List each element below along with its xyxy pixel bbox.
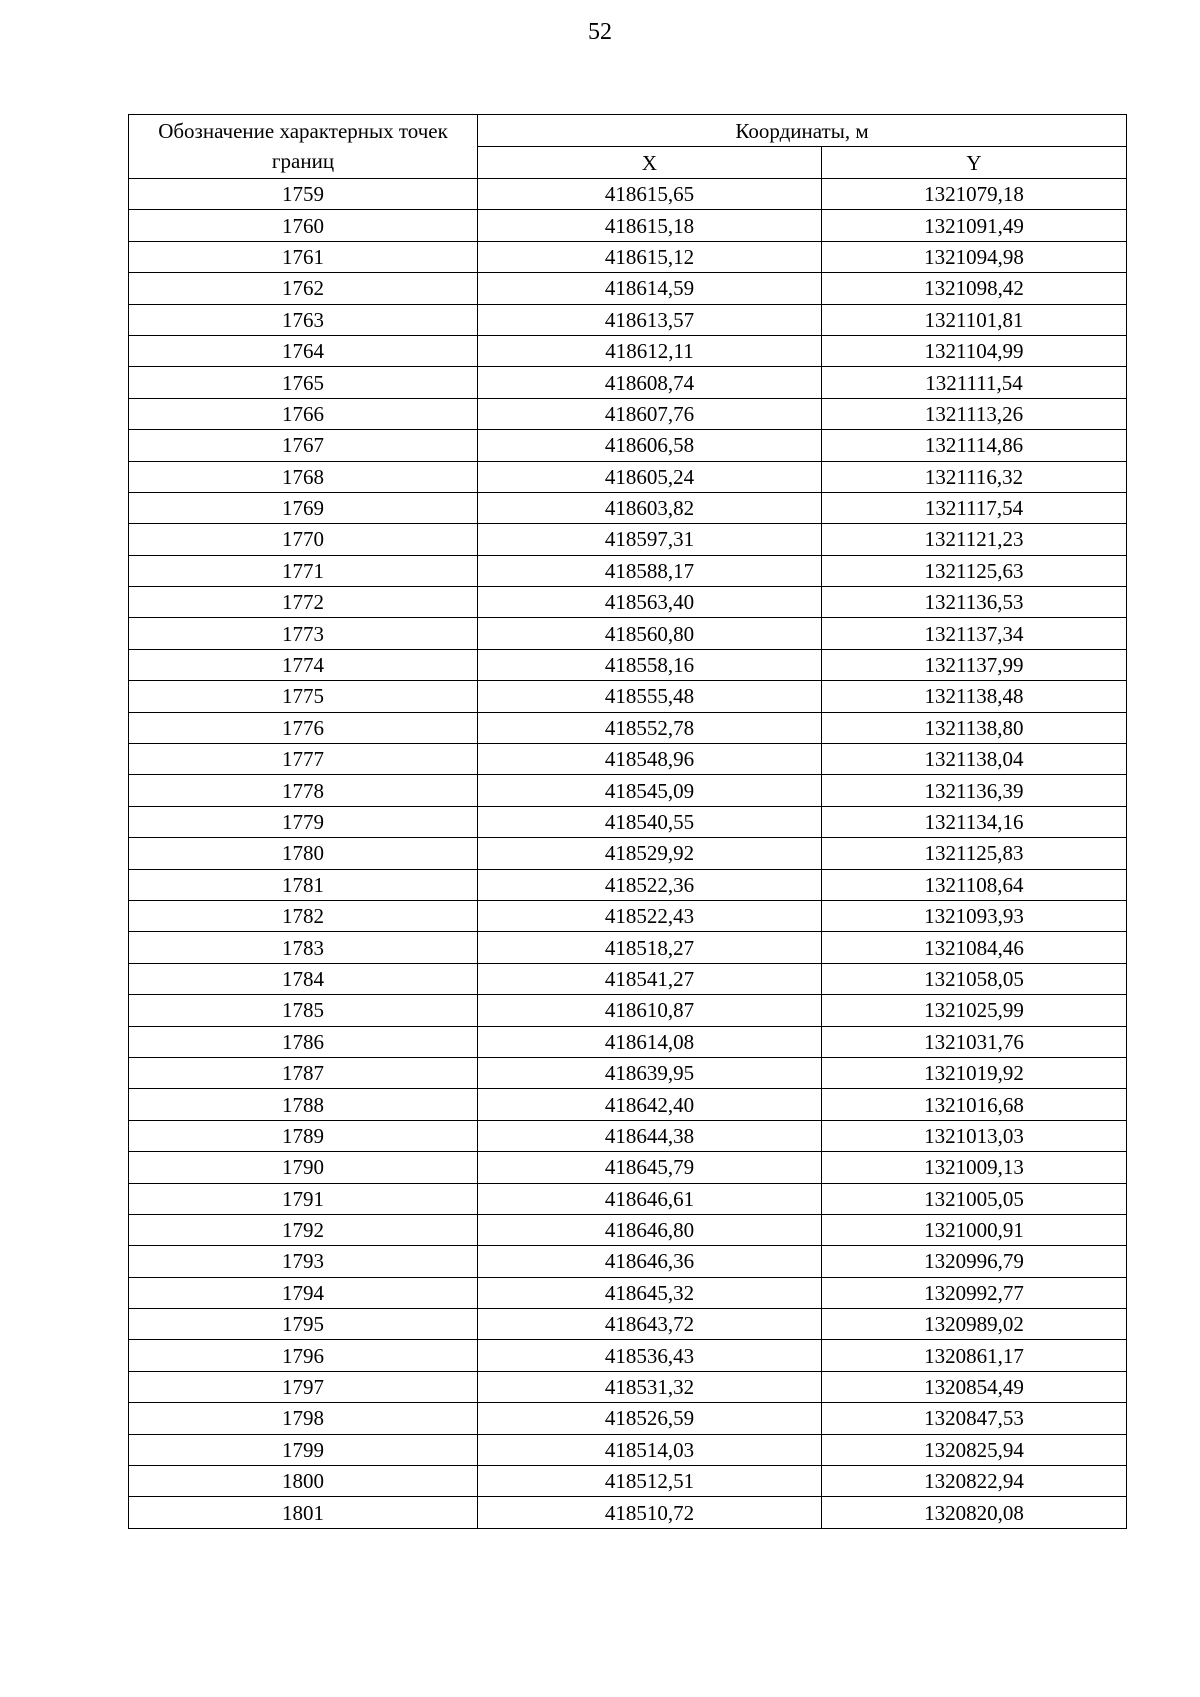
x-coordinate-cell: 418541,27	[478, 963, 822, 994]
point-id-cell: 1788	[129, 1089, 478, 1120]
point-id-cell: 1768	[129, 461, 478, 492]
y-coordinate-cell: 1321013,03	[822, 1120, 1127, 1151]
point-id-cell: 1766	[129, 398, 478, 429]
x-coordinate-cell: 418642,40	[478, 1089, 822, 1120]
point-id-cell: 1794	[129, 1277, 478, 1308]
x-coordinate-cell: 418646,36	[478, 1246, 822, 1277]
table-row	[129, 398, 1127, 429]
y-coordinate-cell: 1321019,92	[822, 1057, 1127, 1088]
x-coordinate-cell: 418597,31	[478, 524, 822, 555]
table-row	[129, 900, 1127, 931]
y-coordinate-cell: 1321031,76	[822, 1026, 1127, 1057]
x-coordinate-cell: 418606,58	[478, 430, 822, 461]
page-number: 52	[588, 19, 612, 45]
y-coordinate-cell: 1321138,04	[822, 744, 1127, 775]
table-row	[129, 649, 1127, 680]
x-coordinate-cell: 418558,16	[478, 649, 822, 680]
y-coordinate-cell: 1320861,17	[822, 1340, 1127, 1371]
y-coordinate-cell: 1321104,99	[822, 335, 1127, 366]
x-coordinate-cell: 418522,43	[478, 900, 822, 931]
point-id-cell: 1765	[129, 367, 478, 398]
table-header	[129, 115, 1127, 179]
x-header: X	[478, 147, 822, 179]
point-id-cell: 1770	[129, 524, 478, 555]
x-coordinate-cell: 418545,09	[478, 775, 822, 806]
y-coordinate-cell: 1321025,99	[822, 995, 1127, 1026]
y-coordinate-cell: 1321116,32	[822, 461, 1127, 492]
y-coordinate-cell: 1321101,81	[822, 304, 1127, 335]
table-row	[129, 1183, 1127, 1214]
table-row	[129, 1434, 1127, 1465]
y-coordinate-cell: 1321136,39	[822, 775, 1127, 806]
y-coordinate-cell: 1320822,94	[822, 1466, 1127, 1497]
y-coordinate-cell: 1321094,98	[822, 241, 1127, 272]
x-coordinate-cell: 418646,61	[478, 1183, 822, 1214]
point-id-cell: 1761	[129, 241, 478, 272]
point-id-cell: 1767	[129, 430, 478, 461]
y-coordinate-cell: 1321111,54	[822, 367, 1127, 398]
point-id-cell: 1785	[129, 995, 478, 1026]
y-coordinate-cell: 1321137,34	[822, 618, 1127, 649]
x-coordinate-cell: 418518,27	[478, 932, 822, 963]
x-coordinate-cell: 418563,40	[478, 587, 822, 618]
point-id-cell: 1796	[129, 1340, 478, 1371]
x-coordinate-cell: 418645,79	[478, 1152, 822, 1183]
table-row	[129, 210, 1127, 241]
table-row	[129, 1120, 1127, 1151]
table-row	[129, 869, 1127, 900]
x-coordinate-cell: 418615,18	[478, 210, 822, 241]
y-coordinate-cell: 1320996,79	[822, 1246, 1127, 1277]
y-coordinate-cell: 1321137,99	[822, 649, 1127, 680]
y-coordinate-cell: 1321125,63	[822, 555, 1127, 586]
point-id-cell: 1762	[129, 273, 478, 304]
point-id-cell: 1801	[129, 1497, 478, 1528]
x-coordinate-cell: 418529,92	[478, 838, 822, 869]
point-id-cell: 1771	[129, 555, 478, 586]
table-row	[129, 681, 1127, 712]
x-coordinate-cell: 418552,78	[478, 712, 822, 743]
table-row	[129, 1497, 1127, 1528]
x-coordinate-cell: 418514,03	[478, 1434, 822, 1465]
table-row	[129, 1403, 1127, 1434]
coordinates-table	[128, 114, 1127, 1529]
table-row	[129, 1340, 1127, 1371]
point-id-cell: 1790	[129, 1152, 478, 1183]
x-coordinate-cell: 418607,76	[478, 398, 822, 429]
x-coordinate-cell: 418605,24	[478, 461, 822, 492]
x-coordinate-cell: 418603,82	[478, 492, 822, 523]
point-id-cell: 1789	[129, 1120, 478, 1151]
point-id-cell: 1782	[129, 900, 478, 931]
point-id-cell: 1784	[129, 963, 478, 994]
point-id-cell: 1769	[129, 492, 478, 523]
y-coordinate-cell: 1320847,53	[822, 1403, 1127, 1434]
x-coordinate-cell: 418615,65	[478, 179, 822, 210]
x-coordinate-cell: 418615,12	[478, 241, 822, 272]
table-row	[129, 273, 1127, 304]
y-coordinate-cell: 1321009,13	[822, 1152, 1127, 1183]
table-row	[129, 179, 1127, 210]
y-coordinate-cell: 1321134,16	[822, 806, 1127, 837]
table-row	[129, 775, 1127, 806]
x-coordinate-cell: 418643,72	[478, 1309, 822, 1340]
point-id-cell: 1799	[129, 1434, 478, 1465]
table-row	[129, 1371, 1127, 1402]
point-id-cell: 1781	[129, 869, 478, 900]
x-coordinate-cell: 418613,57	[478, 304, 822, 335]
table-row	[129, 304, 1127, 335]
y-coordinate-cell: 1321079,18	[822, 179, 1127, 210]
point-id-cell: 1779	[129, 806, 478, 837]
y-coordinate-cell: 1321058,05	[822, 963, 1127, 994]
point-id-cell: 1798	[129, 1403, 478, 1434]
point-id-cell: 1774	[129, 649, 478, 680]
table-row	[129, 712, 1127, 743]
point-id-cell: 1791	[129, 1183, 478, 1214]
table-row	[129, 1309, 1127, 1340]
x-coordinate-cell: 418588,17	[478, 555, 822, 586]
point-id-cell: 1778	[129, 775, 478, 806]
table-row	[129, 555, 1127, 586]
y-coordinate-cell: 1320825,94	[822, 1434, 1127, 1465]
table-row	[129, 1089, 1127, 1120]
table-row	[129, 1152, 1127, 1183]
table-row	[129, 744, 1127, 775]
y-coordinate-cell: 1321121,23	[822, 524, 1127, 555]
x-coordinate-cell: 418531,32	[478, 1371, 822, 1402]
y-coordinate-cell: 1321114,86	[822, 430, 1127, 461]
x-coordinate-cell: 418608,74	[478, 367, 822, 398]
header-row-1	[129, 115, 1127, 147]
x-coordinate-cell: 418555,48	[478, 681, 822, 712]
table-row	[129, 461, 1127, 492]
table-row	[129, 587, 1127, 618]
table-row	[129, 524, 1127, 555]
point-id-cell: 1792	[129, 1214, 478, 1245]
y-coordinate-cell: 1321108,64	[822, 869, 1127, 900]
x-coordinate-cell: 418610,87	[478, 995, 822, 1026]
y-coordinate-cell: 1321005,05	[822, 1183, 1127, 1214]
x-coordinate-cell: 418614,59	[478, 273, 822, 304]
table-row	[129, 430, 1127, 461]
y-coordinate-cell: 1321084,46	[822, 932, 1127, 963]
y-coordinate-cell: 1320989,02	[822, 1309, 1127, 1340]
table-row	[129, 1466, 1127, 1497]
x-coordinate-cell: 418540,55	[478, 806, 822, 837]
point-id-cell: 1786	[129, 1026, 478, 1057]
y-coordinate-cell: 1321136,53	[822, 587, 1127, 618]
y-coordinate-cell: 1320992,77	[822, 1277, 1127, 1308]
x-coordinate-cell: 418644,38	[478, 1120, 822, 1151]
x-coordinate-cell: 418646,80	[478, 1214, 822, 1245]
x-coordinate-cell: 418512,51	[478, 1466, 822, 1497]
y-coordinate-cell: 1321000,91	[822, 1214, 1127, 1245]
y-coordinate-cell: 1321016,68	[822, 1089, 1127, 1120]
table-row	[129, 995, 1127, 1026]
table-row	[129, 1214, 1127, 1245]
point-id-cell: 1795	[129, 1309, 478, 1340]
point-id-cell: 1783	[129, 932, 478, 963]
y-coordinate-cell: 1321117,54	[822, 492, 1127, 523]
table-row	[129, 806, 1127, 837]
x-coordinate-cell: 418510,72	[478, 1497, 822, 1528]
y-coordinate-cell: 1320820,08	[822, 1497, 1127, 1528]
x-coordinate-cell: 418645,32	[478, 1277, 822, 1308]
point-id-cell: 1797	[129, 1371, 478, 1402]
y-coordinate-cell: 1321138,48	[822, 681, 1127, 712]
y-coordinate-cell: 1321138,80	[822, 712, 1127, 743]
table-row	[129, 963, 1127, 994]
table-row	[129, 492, 1127, 523]
table-row	[129, 241, 1127, 272]
point-id-cell: 1776	[129, 712, 478, 743]
point-id-cell: 1793	[129, 1246, 478, 1277]
x-coordinate-cell: 418612,11	[478, 335, 822, 366]
point-id-cell: 1800	[129, 1466, 478, 1497]
x-coordinate-cell: 418522,36	[478, 869, 822, 900]
x-coordinate-cell: 418639,95	[478, 1057, 822, 1088]
table-row	[129, 838, 1127, 869]
x-coordinate-cell: 418560,80	[478, 618, 822, 649]
point-id-cell: 1777	[129, 744, 478, 775]
table-body	[129, 179, 1127, 1529]
point-id-cell: 1773	[129, 618, 478, 649]
table-row	[129, 1246, 1127, 1277]
point-id-cell: 1760	[129, 210, 478, 241]
table-row	[129, 335, 1127, 366]
table-row	[129, 1057, 1127, 1088]
point-id-cell: 1780	[129, 838, 478, 869]
y-coordinate-cell: 1321093,93	[822, 900, 1127, 931]
y-coordinate-cell: 1321098,42	[822, 273, 1127, 304]
table-row	[129, 1026, 1127, 1057]
point-id-cell: 1759	[129, 179, 478, 210]
y-coordinate-cell: 1321113,26	[822, 398, 1127, 429]
x-coordinate-cell: 418614,08	[478, 1026, 822, 1057]
point-id-cell: 1772	[129, 587, 478, 618]
table-row	[129, 932, 1127, 963]
coords-label-header: Координаты, м	[478, 115, 1127, 147]
point-id-cell: 1787	[129, 1057, 478, 1088]
point-id-cell: 1775	[129, 681, 478, 712]
point-label-header: Обозначение характерных точек границ	[129, 115, 478, 179]
table-row	[129, 618, 1127, 649]
table-row	[129, 1277, 1127, 1308]
y-coordinate-cell: 1321091,49	[822, 210, 1127, 241]
y-coordinate-cell: 1320854,49	[822, 1371, 1127, 1402]
y-coordinate-cell: 1321125,83	[822, 838, 1127, 869]
x-coordinate-cell: 418548,96	[478, 744, 822, 775]
x-coordinate-cell: 418536,43	[478, 1340, 822, 1371]
point-id-cell: 1763	[129, 304, 478, 335]
y-header: Y	[822, 147, 1127, 179]
x-coordinate-cell: 418526,59	[478, 1403, 822, 1434]
point-id-cell: 1764	[129, 335, 478, 366]
table-row	[129, 367, 1127, 398]
